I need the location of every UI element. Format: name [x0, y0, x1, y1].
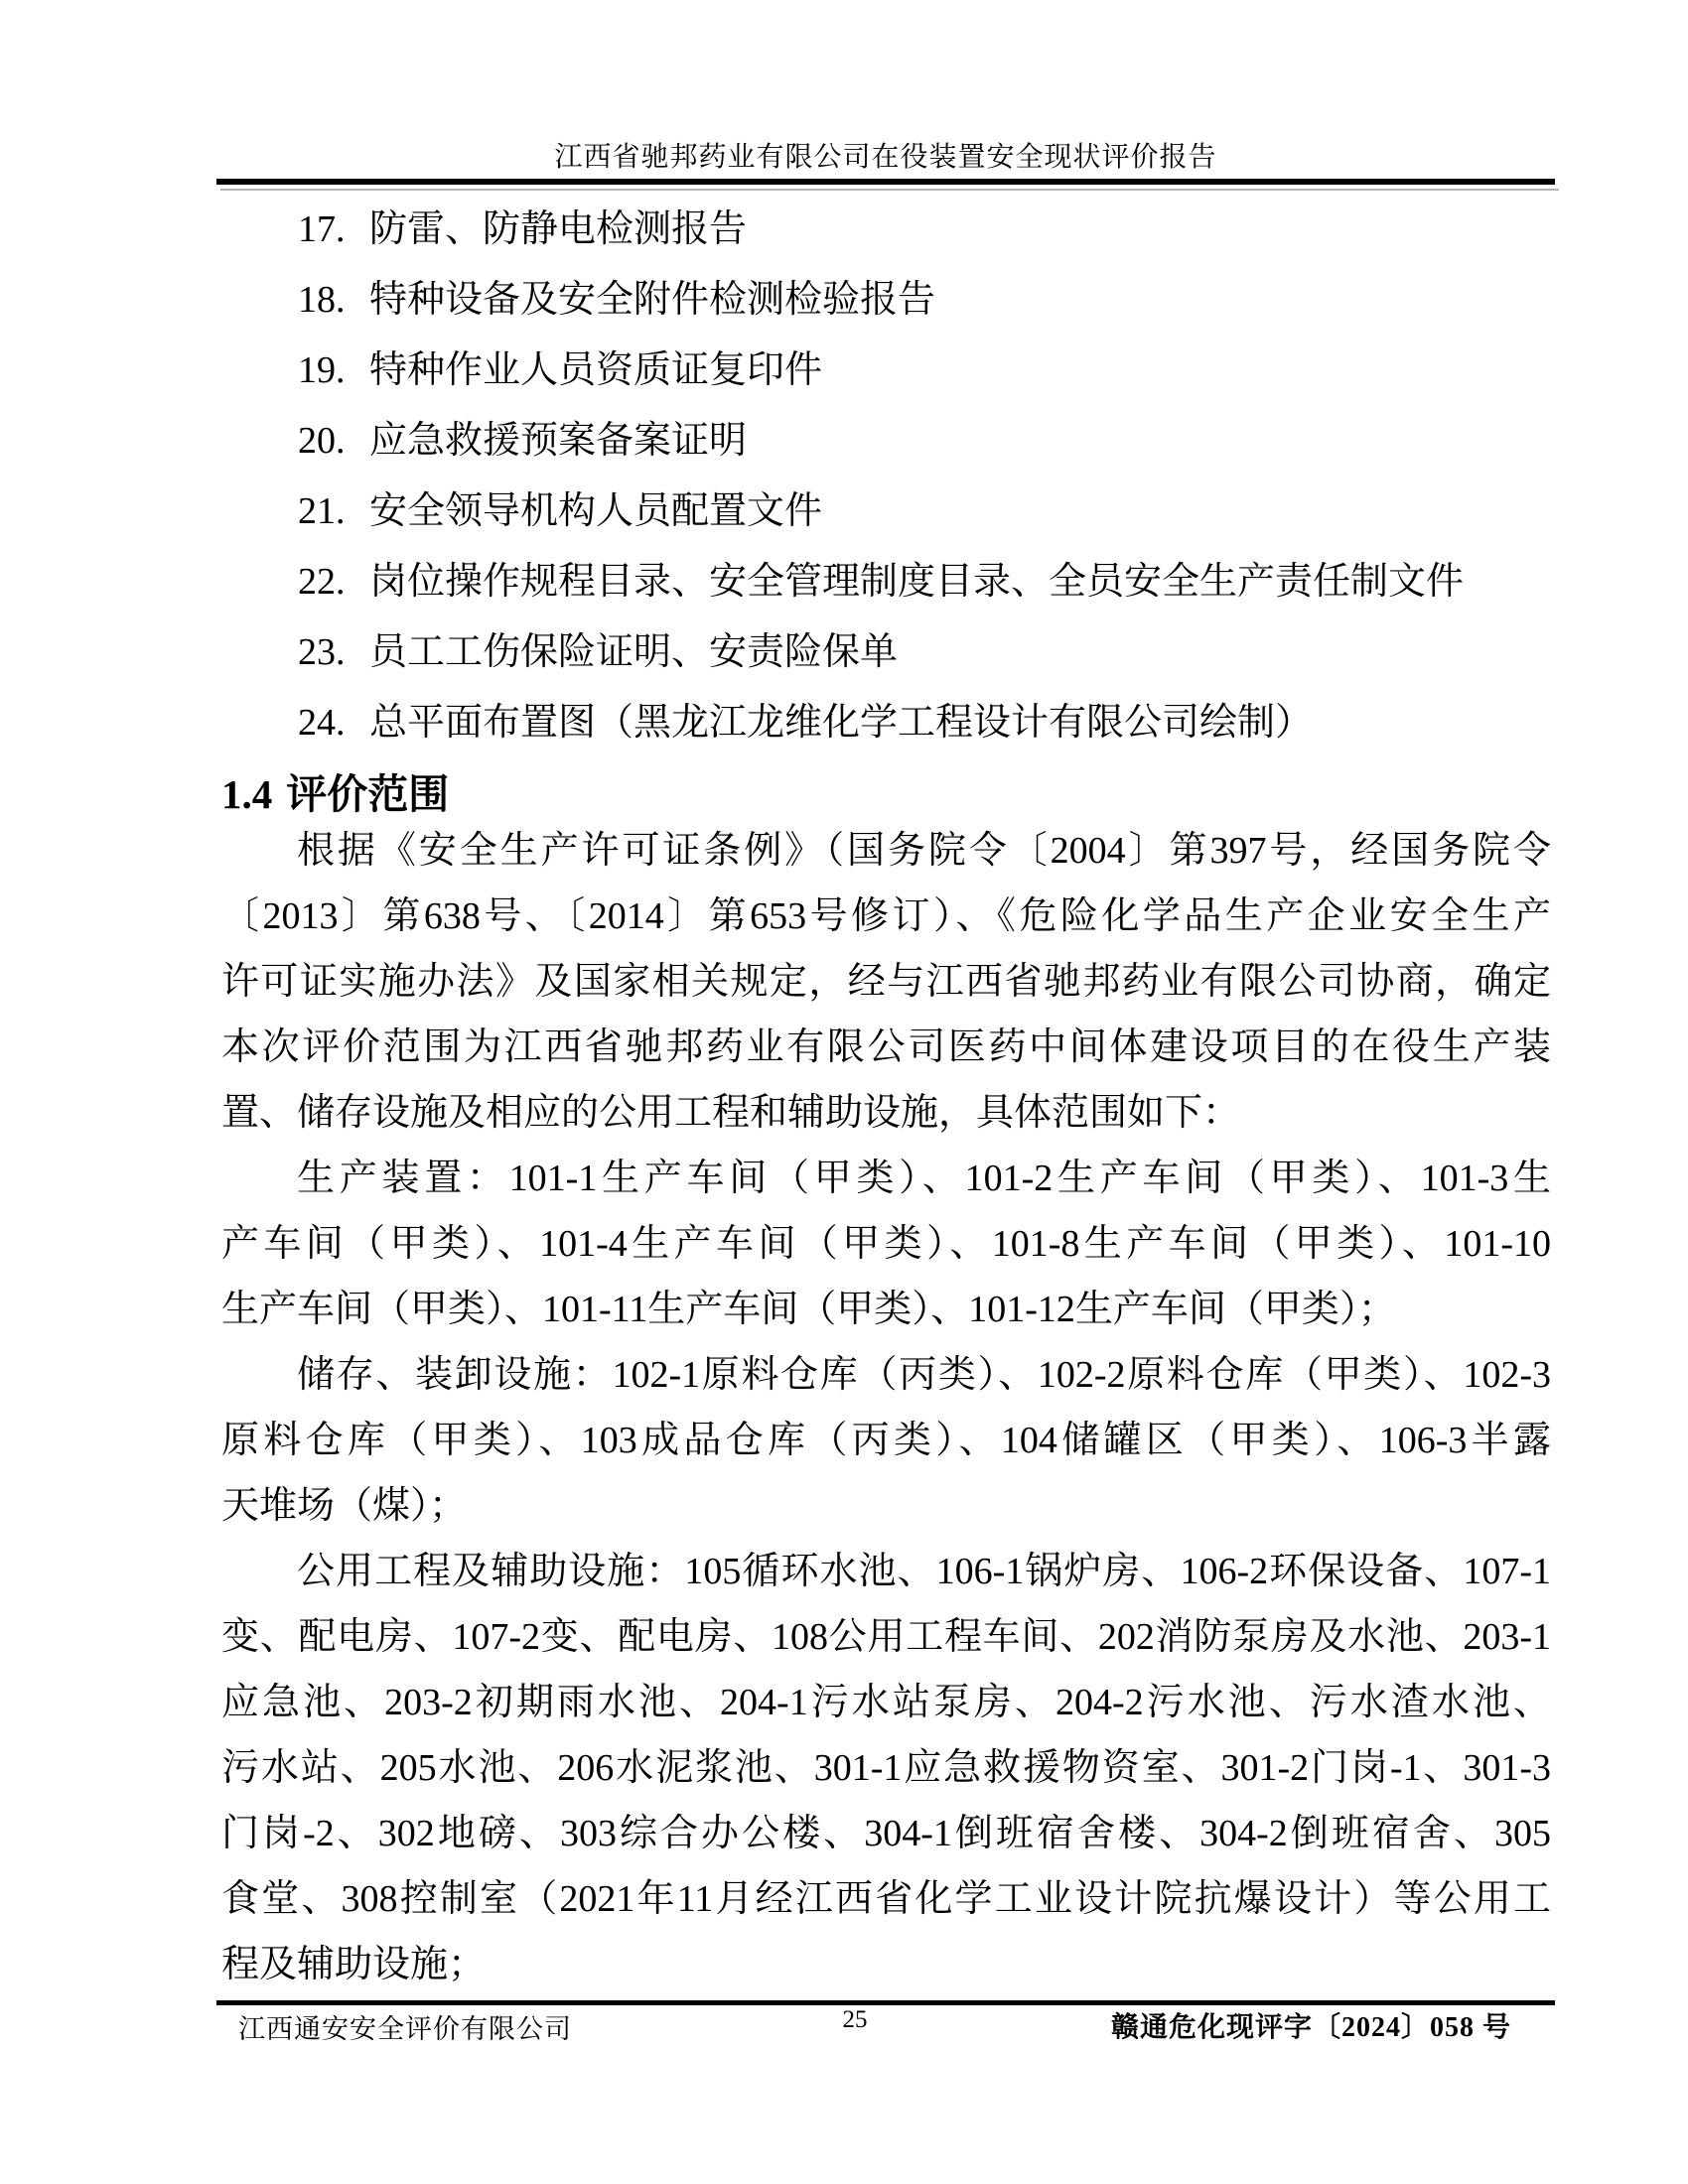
- list-item-text: 特种作业人员资质证复印件: [369, 349, 823, 391]
- body-line: 生产车间（甲类）、101-11生产车间（甲类）、101-12生产车间（甲类）；: [221, 1289, 1396, 1330]
- body-line: 本次评价范围为江西省驰邦药业有限公司医药中间体建设项目的在役生产装: [221, 1026, 1551, 1068]
- list-item-text: 岗位操作规程目录、安全管理制度目录、全员安全生产责任制文件: [369, 561, 1465, 603]
- body-line: 根据《安全生产许可证条例》（国务院令〔2004〕第397号，经国务院令: [297, 830, 1551, 872]
- body-line: 生产装置：101-1生产车间（甲类）、101-2生产车间（甲类）、101-3生: [297, 1158, 1551, 1199]
- list-item: [221, 265, 1551, 336]
- list-item-number: 21.: [298, 490, 346, 532]
- body-line: 程及辅助设施；: [221, 1944, 487, 1985]
- body-line: 储存、装卸设施：102-1原料仓库（丙类）、102-2原料仓库（甲类）、102-3: [297, 1354, 1551, 1396]
- list-item-number: 23.: [298, 631, 346, 673]
- list-item-text: 总平面布置图（黑龙江龙维化学工程设计有限公司绘制）: [369, 702, 1314, 744]
- header-rule-shadow: [220, 189, 1559, 191]
- list-item: [221, 477, 1551, 547]
- body-line: 应急池、203-2初期雨水池、204-1污水站泵房、204-2污水池、污水渣水池、: [221, 1682, 1551, 1723]
- body-line: 公用工程及辅助设施：105循环水池、106-1锅炉房、106-2环保设备、107-1: [297, 1551, 1551, 1592]
- list-item: [221, 336, 1551, 406]
- list-item-number: 18.: [298, 279, 346, 321]
- header-rule: [216, 179, 1555, 185]
- body-text: [221, 818, 1551, 1997]
- body-line: 门岗-2、302地磅、303综合办公楼、304-1倒班宿舍楼、304-2倒班宿舍、305: [221, 1813, 1551, 1854]
- body-line: 天堆场（煤）；: [221, 1485, 468, 1527]
- body-line: 原料仓库（甲类）、103成品仓库（丙类）、104储罐区（甲类）、106-3半露: [221, 1420, 1551, 1461]
- list-item-text: 安全领导机构人员配置文件: [369, 490, 823, 532]
- list-item-text: 员工工伤保险证明、安责险保单: [369, 631, 899, 673]
- page-number: 25: [842, 2006, 868, 2033]
- list-item: [221, 195, 1551, 265]
- body-line: 置、储存设施及相应的公用工程和辅助设施，具体范围如下：: [221, 1092, 1241, 1134]
- list-item: [221, 547, 1551, 617]
- list-item-number: 19.: [298, 349, 346, 391]
- body-line: 〔2013〕第638号、〔2014〕第653号修订）、《危险化学品生产企业安全生产: [221, 895, 1551, 937]
- section-title: 评价范围: [286, 771, 450, 817]
- list-item: [221, 617, 1551, 688]
- list-item: [221, 688, 1551, 758]
- body-line: 污水站、205水池、206水泥浆池、301-1应急救援物资室、301-2门岗-1、301-3: [221, 1747, 1551, 1789]
- footer-company: 江西通安安全评价有限公司: [238, 2014, 572, 2044]
- section-heading: [221, 771, 449, 817]
- list-item-number: 24.: [298, 702, 346, 744]
- list-item-text: 应急救援预案备案证明: [369, 420, 748, 462]
- list-item-number: 22.: [298, 561, 346, 603]
- body-line: 食堂、308控制室（2021年11月经江西省化学工业设计院抗爆设计）等公用工: [221, 1878, 1551, 1920]
- list-item: [221, 406, 1551, 477]
- footer-doc-number: 赣通危化现评字〔2024〕058 号: [1110, 2012, 1511, 2043]
- section-number: 1.4: [221, 771, 273, 817]
- body-line: 产车间（甲类）、101-4生产车间（甲类）、101-8生产车间（甲类）、101-10: [221, 1223, 1551, 1265]
- list-item-text: 特种设备及安全附件检测检验报告: [369, 279, 936, 321]
- body-line: 许可证实施办法》及国家相关规定，经与江西省驰邦药业有限公司协商，确定: [221, 961, 1551, 1003]
- list-item-text: 防雷、防静电检测报告: [369, 208, 748, 250]
- footer-rule: [216, 2000, 1555, 2005]
- list-item-number: 17.: [298, 208, 346, 250]
- numbered-list: [221, 195, 1551, 758]
- body-line: 变、配电房、107-2变、配电房、108公用工程车间、202消防泵房及水池、203-1: [221, 1616, 1551, 1658]
- header-title: 江西省驰邦药业有限公司在役装置安全现状评价报告: [554, 142, 1217, 173]
- list-item-number: 20.: [298, 420, 346, 462]
